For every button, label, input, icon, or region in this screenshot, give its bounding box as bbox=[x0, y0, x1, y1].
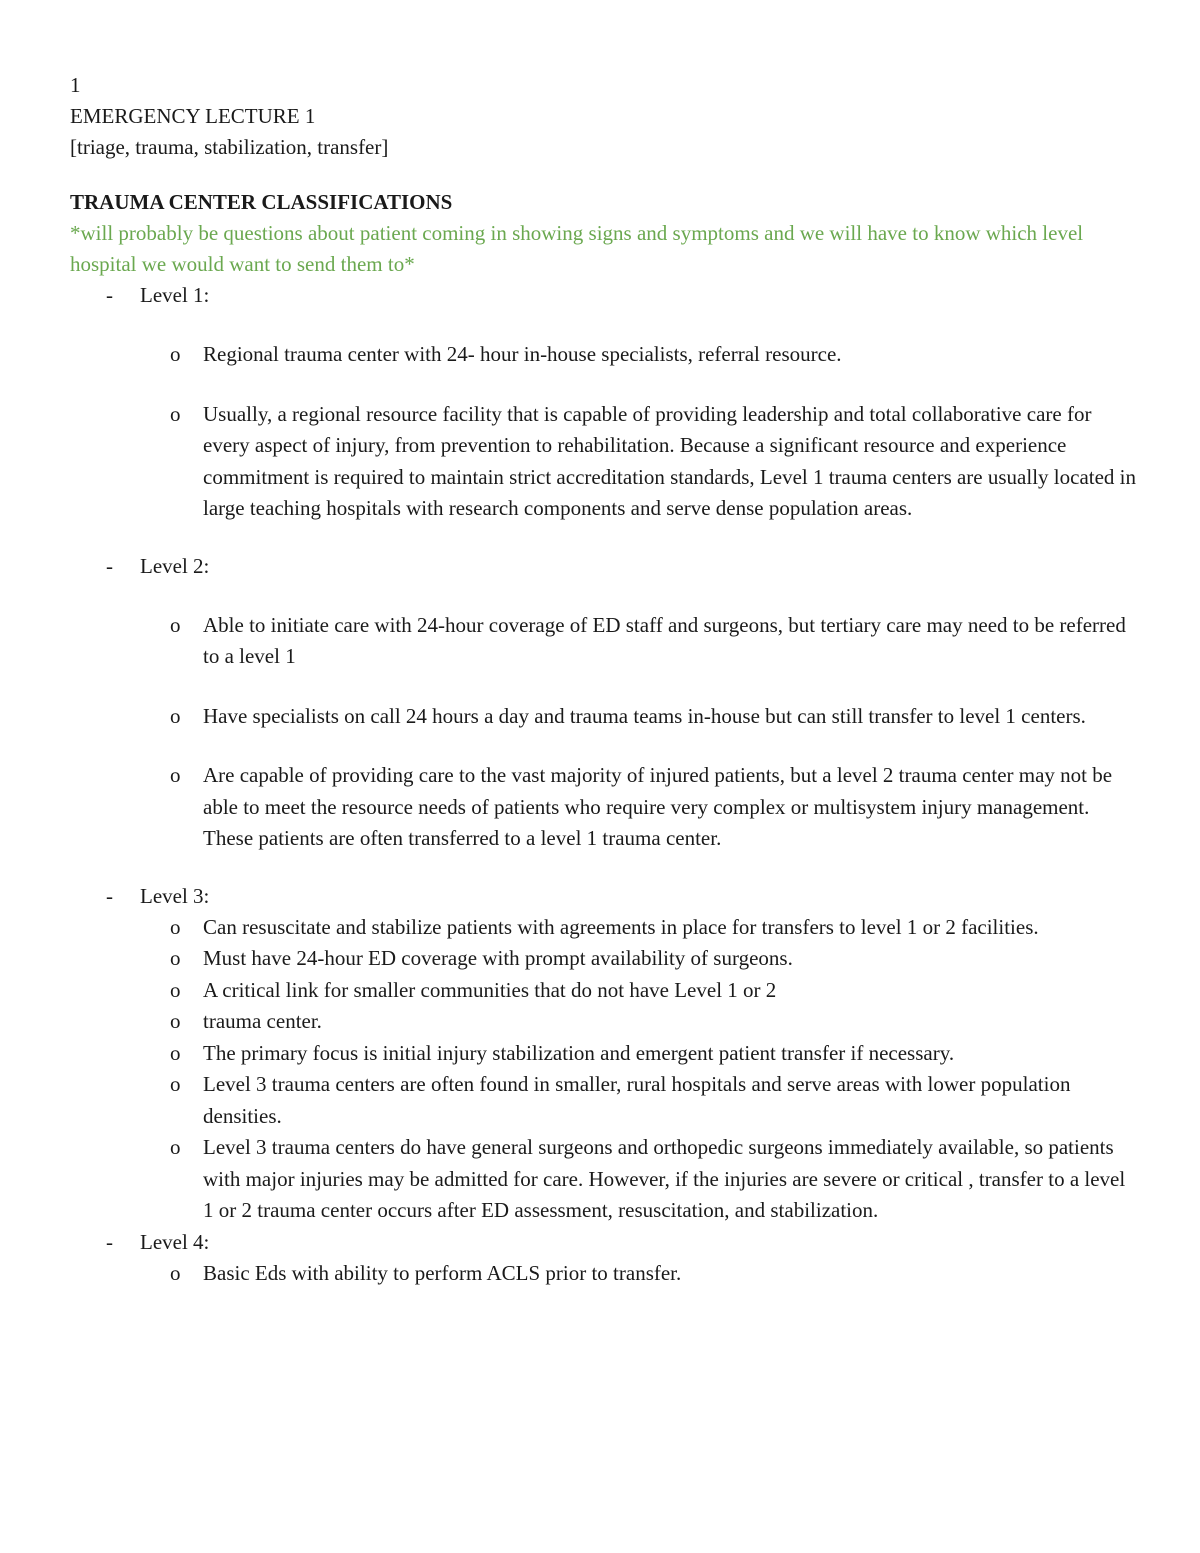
level-3-list bbox=[70, 912, 1140, 1227]
document-page bbox=[70, 70, 1140, 1289]
level-3-heading bbox=[70, 881, 1140, 912]
dash-marker: - bbox=[106, 283, 113, 307]
bullet-marker: o bbox=[170, 1072, 181, 1096]
list-item-text: Have specialists on call 24 hours a day and trauma teams in-house but can still transfer to level 1 centers. bbox=[203, 703, 1086, 728]
bullet-marker: o bbox=[170, 612, 181, 637]
list-item-text: trauma center. bbox=[203, 1009, 322, 1033]
bullet-marker: o bbox=[170, 1135, 181, 1159]
bullet-marker: o bbox=[170, 1040, 181, 1065]
level-1-heading bbox=[70, 280, 1140, 311]
list-item-text: Can resuscitate and stabilize patients with agreements in place for transfers to level 1 or 2 facilities. bbox=[203, 914, 1039, 939]
list-item bbox=[70, 1258, 1140, 1290]
list-item bbox=[70, 912, 1140, 944]
bullet-marker: o bbox=[170, 914, 181, 939]
bullet-marker: o bbox=[170, 1260, 181, 1285]
bullet-marker: o bbox=[170, 977, 181, 1002]
level-1-list bbox=[70, 339, 1140, 525]
list-item-text: Must have 24-hour ED coverage with prompt availability of surgeons. bbox=[203, 946, 793, 970]
list-item bbox=[70, 1069, 1140, 1132]
level-2-list bbox=[70, 610, 1140, 855]
level-2-heading bbox=[70, 551, 1140, 582]
list-item-text: Able to initiate care with 24-hour coverage of ED staff and surgeons, but tertiary care may need to be referred to a level 1 bbox=[203, 612, 1126, 668]
bullet-marker: o bbox=[170, 1009, 181, 1033]
list-item bbox=[70, 1132, 1140, 1227]
list-item bbox=[70, 610, 1140, 673]
list-item bbox=[70, 399, 1140, 525]
dash-marker: - bbox=[106, 1229, 113, 1254]
list-item-text: The primary focus is initial injury stabilization and emergent patient transfer if necessary. bbox=[203, 1040, 955, 1065]
dash-marker: - bbox=[106, 553, 113, 578]
list-item bbox=[70, 760, 1140, 855]
bullet-marker: o bbox=[170, 401, 181, 426]
list-item-text: Basic Eds with ability to perform ACLS prior to transfer. bbox=[203, 1260, 682, 1285]
bullet-marker: o bbox=[170, 763, 181, 787]
level-label: Level 4: bbox=[140, 1229, 210, 1254]
bullet-marker: o bbox=[170, 342, 181, 366]
list-item-text: A critical link for smaller communities that do not have Level 1 or 2 bbox=[203, 977, 777, 1002]
list-item-text: Regional trauma center with 24- hour in-house specialists, referral resource. bbox=[203, 342, 842, 366]
dash-marker: - bbox=[106, 883, 113, 908]
list-item bbox=[70, 943, 1140, 975]
list-item-text: Level 3 trauma centers are often found in smaller, rural hospitals and serve areas with lower population densities. bbox=[203, 1072, 1071, 1128]
lecture-title: EMERGENCY LECTURE 1 bbox=[70, 104, 316, 128]
bullet-marker: o bbox=[170, 946, 181, 970]
section-title: TRAUMA CENTER CLASSIFICATIONS bbox=[70, 190, 453, 214]
list-item-text: Usually, a regional resource facility that is capable of providing leadership and total collaborative care for every aspect of injury, from prevention to rehabilitation. Because a significant resource and experience commitment is required to maintain strict accreditation standards, Level 1 trauma centers are usually located in large teaching hospitals with research components and serve dense population areas. bbox=[203, 401, 1137, 520]
lecture-topics: [triage, trauma, stabilization, transfer] bbox=[70, 135, 389, 159]
list-item bbox=[70, 975, 1140, 1007]
level-label: Level 3: bbox=[140, 883, 210, 908]
page-number: 1 bbox=[70, 73, 81, 97]
level-4-heading bbox=[70, 1227, 1140, 1258]
list-item-text: Level 3 trauma centers do have general surgeons and orthopedic surgeons immediately available, so patients with major injuries may be admitted for care. However, if the injuries are severe or critical , transfer to a level 1 or 2 trauma center occurs after ED assessment, resuscitation, and stabilization. bbox=[203, 1135, 1126, 1222]
list-item bbox=[70, 701, 1140, 733]
bullet-marker: o bbox=[170, 703, 181, 728]
level-4-list bbox=[70, 1258, 1140, 1290]
level-label: Level 1: bbox=[140, 283, 210, 307]
list-item bbox=[70, 1038, 1140, 1070]
level-label: Level 2: bbox=[140, 553, 210, 578]
list-item bbox=[70, 339, 1140, 371]
list-item bbox=[70, 1006, 1140, 1038]
list-item-text: Are capable of providing care to the vast majority of injured patients, but a level 2 trauma center may not be able to meet the resource needs of patients who require very complex or multisystem injury management. These patients are often transferred to a level 1 trauma center. bbox=[203, 763, 1113, 850]
study-note: *will probably be questions about patient coming in showing signs and symptoms and we will have to know which level hospital we would want to send them to* bbox=[70, 221, 1084, 276]
